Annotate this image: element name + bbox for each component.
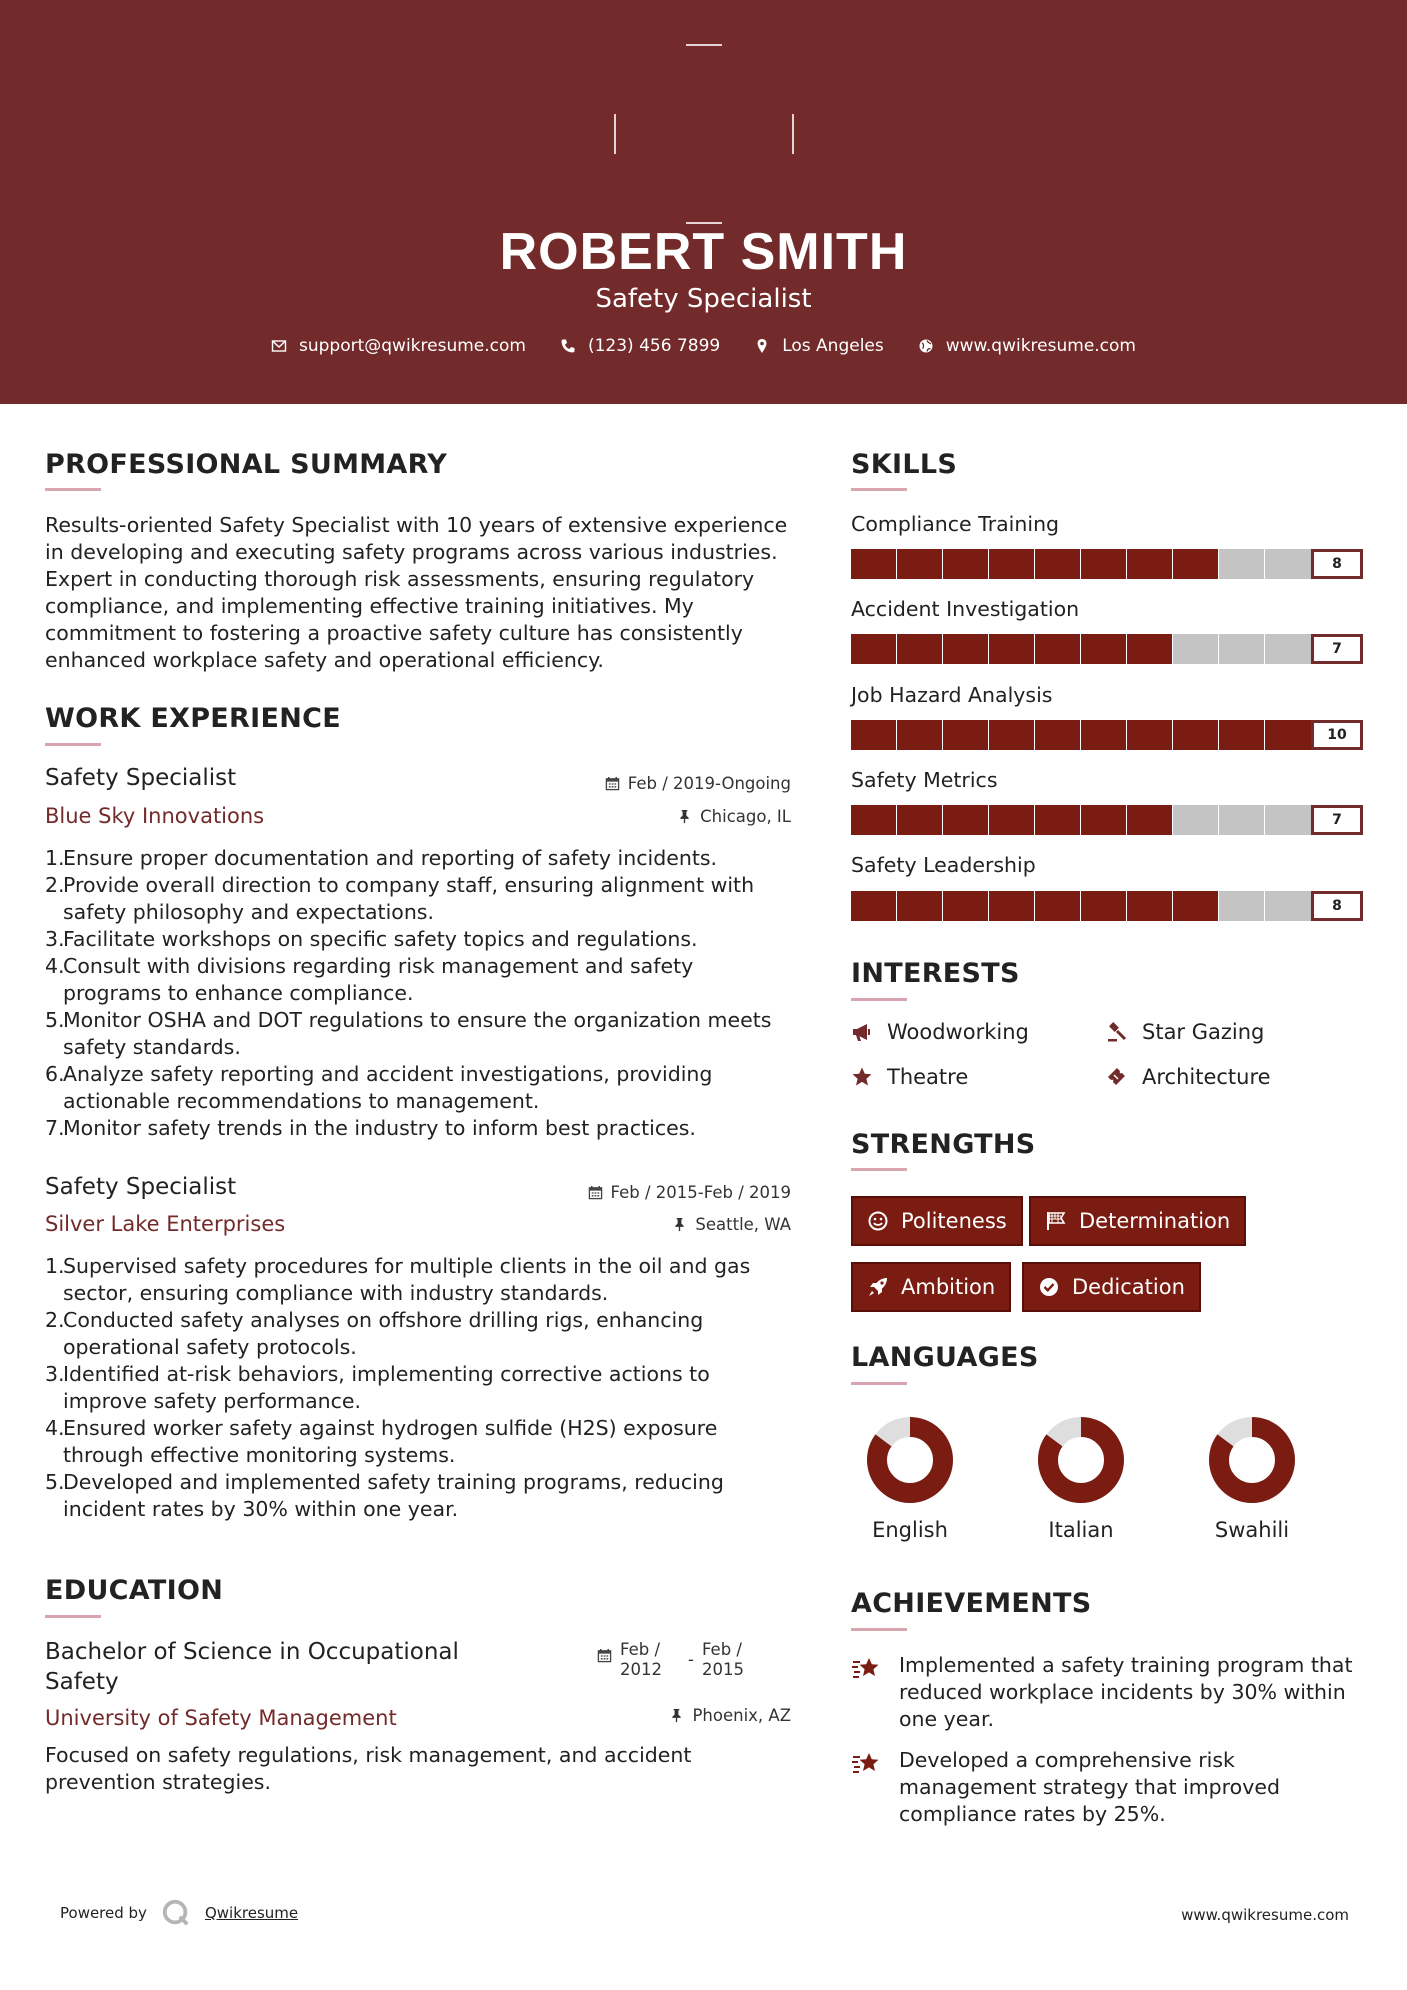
phone-icon	[560, 338, 576, 354]
date-separator: -	[688, 1650, 694, 1669]
bullhorn-icon	[851, 1021, 873, 1043]
calendar-icon	[605, 776, 620, 791]
interest-label: Star Gazing	[1142, 1020, 1265, 1044]
skill-bar-segment	[943, 891, 988, 921]
skill-bar-segment	[851, 891, 896, 921]
experience-heading: WORK EXPERIENCE	[45, 703, 341, 734]
phone-text: (123) 456 7899	[587, 336, 721, 356]
strength-badge	[1029, 1196, 1246, 1246]
contact-email[interactable]	[271, 336, 526, 356]
achievement-item	[851, 1747, 1371, 1828]
check-circle-icon	[1038, 1276, 1060, 1298]
education-description: Focused on safety regulations, risk management, and accident prevention strategies.	[45, 1743, 692, 1794]
skill-bar-segment	[1265, 805, 1311, 835]
skill-bar-segment	[897, 720, 942, 750]
job-company: Silver Lake Enterprises	[45, 1212, 286, 1236]
skill-bar-segment	[989, 805, 1034, 835]
contact-phone[interactable]	[560, 336, 720, 356]
skill-bar-segment	[989, 891, 1034, 921]
job-dates	[588, 1183, 791, 1202]
education-underline	[45, 1615, 101, 1618]
language-ring	[864, 1414, 956, 1506]
pushpin-icon	[677, 809, 692, 824]
skill-name: Safety Metrics	[851, 768, 998, 792]
skill-bar-segment	[1035, 549, 1080, 579]
skill-bar-segment	[897, 634, 942, 664]
envelope-icon	[271, 338, 287, 354]
skills-underline	[851, 488, 907, 491]
skill-bar-segment	[1219, 549, 1264, 579]
skill-bar-segment	[1127, 549, 1172, 579]
qwikresume-logo-icon	[161, 1898, 191, 1928]
skill-level-box: 10	[1311, 720, 1363, 750]
skill-level-box: 7	[1311, 805, 1363, 835]
achievements-heading: ACHIEVEMENTS	[851, 1588, 1092, 1619]
skill-bar-segment	[1035, 720, 1080, 750]
language-item	[850, 1414, 970, 1542]
language-item	[1021, 1414, 1141, 1542]
skill-bar-segment	[1035, 805, 1080, 835]
job-duties-list	[45, 845, 797, 1142]
interest-item	[1106, 1065, 1271, 1089]
skill-bar-segment	[851, 549, 896, 579]
flag-icon	[1045, 1210, 1067, 1232]
job-dates-text: Feb / 2015-Feb / 2019	[610, 1183, 791, 1202]
interest-label: Theatre	[887, 1065, 969, 1089]
skill-bar-segment	[943, 805, 988, 835]
skill-bar-segment	[1081, 891, 1126, 921]
skill-bar-segment	[1265, 634, 1311, 664]
achievement-text: Developed a comprehensive risk management strategy that improved compliance rates by 25%.	[899, 1748, 1280, 1826]
skill-level-box: 8	[1311, 891, 1363, 921]
education-start: Feb / 2012	[620, 1640, 662, 1679]
skill-bar-segment	[1081, 549, 1126, 579]
skill-bar-segment	[897, 891, 942, 921]
achievement-text: Implemented a safety training program that reduced workplace incidents by 30% within one year.	[899, 1653, 1353, 1731]
list-item: 4. Consult with divisions regarding risk management and safety programs to enhance compliance.	[45, 954, 694, 1005]
globe-icon	[918, 338, 934, 354]
interest-item	[851, 1065, 968, 1089]
powered-by-text: Powered by	[60, 1904, 147, 1922]
interest-label: Woodworking	[887, 1020, 1029, 1044]
skill-bar-segment	[1173, 891, 1218, 921]
skill-bar-segment	[1173, 634, 1218, 664]
summary-heading: PROFESSIONAL SUMMARY	[45, 449, 448, 480]
skill-bar-segment	[1127, 634, 1172, 664]
skill-bar-segment	[989, 634, 1034, 664]
skills-heading: SKILLS	[851, 449, 958, 480]
list-item: 7. Monitor safety trends in the industry to inform best practices.	[45, 1116, 696, 1140]
skill-bar-segment	[851, 720, 896, 750]
job-title: Safety Specialist	[45, 765, 237, 791]
languages-underline	[851, 1382, 907, 1385]
skill-bar-segment	[851, 805, 896, 835]
achievement-item	[851, 1652, 1371, 1733]
map-pin-icon	[754, 338, 770, 354]
job-location-text: Seattle, WA	[695, 1215, 791, 1234]
pushpin-icon	[669, 1708, 684, 1723]
education-heading: EDUCATION	[45, 1575, 224, 1606]
language-ring	[1206, 1414, 1298, 1506]
photo-placeholder	[612, 42, 796, 226]
language-ring	[1035, 1414, 1127, 1506]
list-item: 3. Identified at-risk behaviors, implementing corrective actions to improve safety performance.	[45, 1362, 710, 1413]
interest-item	[1106, 1020, 1264, 1044]
candidate-name: ROBERT SMITH	[499, 223, 908, 281]
skill-bar-segment	[1173, 549, 1218, 579]
skill-name: Accident Investigation	[851, 597, 1080, 621]
list-item: 2. Provide overall direction to company staff, ensuring alignment with safety philosophy and expectations.	[45, 873, 755, 924]
list-item: 5. Monitor OSHA and DOT regulations to ensure the organization meets safety standards.	[45, 1008, 772, 1059]
skill-bar-segment	[1265, 891, 1311, 921]
star-icon	[851, 1066, 873, 1088]
list-item: 4. Ensured worker safety against hydrogen sulfide (H2S) exposure through effective monitoring systems.	[45, 1416, 718, 1467]
strengths-heading: STRENGTHS	[851, 1129, 1036, 1160]
skill-bar-segment	[1173, 720, 1218, 750]
website-text: www.qwikresume.com	[945, 336, 1136, 356]
skill-bar-segment	[1035, 891, 1080, 921]
skill-level-box: 7	[1311, 634, 1363, 664]
skill-name: Job Hazard Analysis	[851, 683, 1053, 707]
education-dates	[597, 1640, 752, 1680]
list-item: 6. Analyze safety reporting and accident investigations, providing actionable recommendations to management.	[45, 1062, 713, 1113]
skill-bar-segment	[1219, 891, 1264, 921]
list-item: 5. Developed and implemented safety training programs, reducing incident rates by 30% within one year.	[45, 1470, 724, 1521]
ticket-icon	[1106, 1066, 1128, 1088]
school-name: University of Safety Management	[45, 1706, 397, 1730]
skill-bar-segment	[1081, 805, 1126, 835]
skill-bar-segment	[1035, 634, 1080, 664]
language-name: Italian	[1048, 1518, 1114, 1542]
calendar-icon	[588, 1185, 603, 1200]
skill-bar-segment	[897, 549, 942, 579]
language-name: English	[872, 1518, 948, 1542]
skill-bar	[851, 549, 1363, 579]
list-item: 1. Supervised safety procedures for multiple clients in the oil and gas sector, ensuring compliance with industry standards.	[45, 1254, 751, 1305]
list-item: 1. Ensure proper documentation and reporting of safety incidents.	[45, 846, 718, 870]
skill-bar-segment	[1081, 720, 1126, 750]
strength-badge	[851, 1196, 1023, 1246]
interests-underline	[851, 998, 907, 1001]
skill-level-box: 8	[1311, 549, 1363, 579]
contact-location	[754, 336, 884, 356]
email-text: support@qwikresume.com	[299, 336, 526, 356]
contact-website[interactable]	[918, 336, 1136, 356]
strength-label: Ambition	[901, 1275, 996, 1299]
list-item: 3. Facilitate workshops on specific safety topics and regulations.	[45, 927, 698, 951]
job-location-text: Chicago, IL	[700, 807, 791, 826]
calendar-icon	[597, 1648, 612, 1663]
skill-bar-segment	[897, 805, 942, 835]
skill-bar-segment	[1219, 634, 1264, 664]
skill-bar-segment	[1081, 634, 1126, 664]
skill-bar-segment	[943, 549, 988, 579]
job-dates	[605, 774, 791, 793]
skill-bar	[851, 805, 1363, 835]
job-company: Blue Sky Innovations	[45, 804, 265, 828]
skill-bar-segment	[1127, 805, 1172, 835]
award-star-icon	[851, 1654, 883, 1684]
strength-label: Dedication	[1072, 1275, 1185, 1299]
candidate-title: Safety Specialist	[595, 284, 812, 314]
skill-bar-segment	[943, 634, 988, 664]
gavel-icon	[1106, 1021, 1128, 1043]
interest-label: Architecture	[1142, 1065, 1271, 1089]
achievements-underline	[851, 1628, 907, 1631]
footer-website[interactable]: www.qwikresume.com	[1181, 1906, 1349, 1924]
strengths-underline	[851, 1168, 907, 1171]
education-location-text: Phoenix, AZ	[692, 1706, 791, 1725]
summary-underline	[45, 488, 101, 491]
header-banner	[0, 0, 1407, 404]
footer-powered-by	[60, 1898, 298, 1928]
language-item	[1192, 1414, 1312, 1542]
skill-bar-segment	[851, 634, 896, 664]
award-star-icon	[851, 1749, 883, 1779]
skill-bar-segment	[1127, 720, 1172, 750]
skill-bar-segment	[1173, 805, 1218, 835]
skill-bar-segment	[1265, 549, 1311, 579]
job-title: Safety Specialist	[45, 1174, 237, 1200]
degree-title: Bachelor of Science in Occupational Safety	[45, 1639, 459, 1695]
skill-name: Safety Leadership	[851, 853, 1036, 877]
skill-bar-segment	[989, 720, 1034, 750]
list-item: 2. Conducted safety analyses on offshore drilling rigs, enhancing operational safety protocols.	[45, 1308, 704, 1359]
languages-heading: LANGUAGES	[851, 1342, 1039, 1373]
contact-row	[0, 336, 1407, 356]
interests-heading: INTERESTS	[851, 958, 1020, 989]
job-location	[672, 1215, 791, 1234]
job-dates-text: Feb / 2019-Ongoing	[627, 774, 791, 793]
qwikresume-link[interactable]: Qwikresume	[204, 1904, 299, 1922]
skill-bar	[851, 891, 1363, 921]
experience-underline	[45, 743, 101, 746]
skill-bar-segment	[1219, 720, 1264, 750]
rocket-icon	[867, 1276, 889, 1298]
strength-label: Politeness	[901, 1209, 1007, 1233]
skill-bar-segment	[1219, 805, 1264, 835]
location-text: Los Angeles	[782, 336, 884, 356]
skill-name: Compliance Training	[851, 512, 1060, 536]
skill-bar	[851, 720, 1363, 750]
skill-bar	[851, 634, 1363, 664]
skill-bar-segment	[1265, 720, 1311, 750]
strength-badge	[851, 1262, 1011, 1312]
language-name: Swahili	[1214, 1518, 1290, 1542]
interest-item	[851, 1020, 1029, 1044]
job-location	[677, 807, 791, 826]
education-end: Feb / 2015	[701, 1640, 744, 1679]
summary-text: Results-oriented Safety Specialist with 10 years of extensive experience in developing and executing safety programs across various industries. Expert in conducting thorough risk assessments, ensuring regulatory compliance, and implementing effective training initiatives. My commitment to fostering a proactive safety culture has consistently enhanced workplace safety and operational efficiency.	[45, 513, 788, 672]
smile-icon	[867, 1210, 889, 1232]
education-location	[669, 1706, 791, 1725]
strength-label: Determination	[1079, 1209, 1231, 1233]
skill-bar-segment	[1127, 891, 1172, 921]
strength-badge	[1022, 1262, 1201, 1312]
skill-bar-segment	[989, 549, 1034, 579]
pushpin-icon	[672, 1217, 687, 1232]
skill-bar-segment	[943, 720, 988, 750]
job-duties-list	[45, 1253, 797, 1523]
